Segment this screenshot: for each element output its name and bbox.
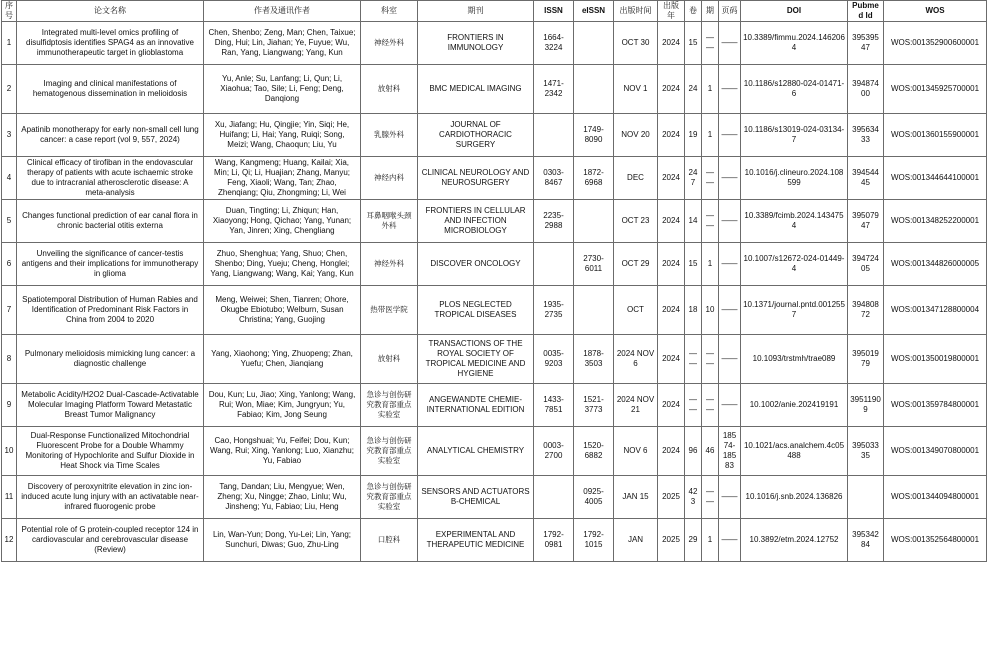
cell-pages: 18574-18583: [719, 427, 741, 476]
cell-wos: WOS:001349070800001: [884, 427, 987, 476]
cell-pub-year: 2024: [658, 243, 685, 286]
cell-issue: ——: [702, 384, 719, 427]
cell-pub-time: 2024 NOV 6: [614, 335, 658, 384]
cell-eissn: 1878-3503: [574, 335, 614, 384]
cell-volume: 18: [685, 286, 702, 335]
cell-journal: CLINICAL NEUROLOGY AND NEUROSURGERY: [418, 157, 534, 200]
cell-authors: Zhuo, Shenghua; Yang, Shuo; Chen, Shenbo; Ding, Yueju; Cheng, Honglei; Yang, Liangwang; Wang, Kai; Yang, Kun: [204, 243, 361, 286]
cell-wos: WOS:001345925700001: [884, 65, 987, 114]
cell-pubmed: 39472405: [848, 243, 884, 286]
cell-pubmed: 39487400: [848, 65, 884, 114]
table-row: [2, 114, 987, 157]
cell-eissn: [574, 286, 614, 335]
table-row: [2, 427, 987, 476]
cell-no: 6: [2, 243, 17, 286]
cell-wos: WOS:001350019800001: [884, 335, 987, 384]
table-row: [2, 243, 987, 286]
cell-title: Imaging and clinical manifestations of hematogenous dissemination in melioidosis: [17, 65, 204, 114]
cell-volume: 29: [685, 519, 702, 562]
col-header-pages: 页码: [719, 1, 741, 22]
cell-title: Apatinib monotherapy for early non-small cell lung cancer: a case report (vol 9, 557, 2024): [17, 114, 204, 157]
cell-journal: PLOS NEGLECTED TROPICAL DISEASES: [418, 286, 534, 335]
cell-dept: 神经外科: [361, 22, 418, 65]
cell-dept: 耳鼻咽喉头颈外科: [361, 200, 418, 243]
cell-eissn: 1792-1015: [574, 519, 614, 562]
cell-issue: 1: [702, 65, 719, 114]
cell-title: Dual-Response Functionalized Mitochondrial Fluorescent Probe for a Double Whammy Monitoring of Hypochlorite and Sulfur Dioxide in Heat Shock via Time Scales: [17, 427, 204, 476]
cell-eissn: 2730-6011: [574, 243, 614, 286]
col-header-pubmed: Pubmed Id: [848, 1, 884, 22]
cell-pub-year: 2024: [658, 65, 685, 114]
table-row: [2, 22, 987, 65]
cell-wos: WOS:001352900600001: [884, 22, 987, 65]
cell-authors: Xu, Jiafang; Hu, Qingjie; Yin, Siqi; He, Huifang; Li, Hai; Yang, Ruiqi; Song, Meizi; Wang, Chaoqun; Liu, Yu: [204, 114, 361, 157]
cell-journal: EXPERIMENTAL AND THERAPEUTIC MEDICINE: [418, 519, 534, 562]
cell-pub-year: 2024: [658, 200, 685, 243]
col-header-journal: 期刊: [418, 1, 534, 22]
cell-issn: [534, 476, 574, 519]
cell-eissn: [574, 200, 614, 243]
cell-doi: 10.1186/s12880-024-01471-6: [741, 65, 848, 114]
cell-wos: WOS:001344826000005: [884, 243, 987, 286]
table-row: [2, 476, 987, 519]
cell-authors: Tang, Dandan; Liu, Mengyue; Wen, Zheng; Xu, Ningge; Zhao, Linlu; Wu, Jinsheng; Yu, Fabiao; Liu, Heng: [204, 476, 361, 519]
cell-issue: 1: [702, 519, 719, 562]
cell-wos: WOS:001344094800001: [884, 476, 987, 519]
cell-pub-time: NOV 1: [614, 65, 658, 114]
cell-journal: SENSORS AND ACTUATORS B-CHEMICAL: [418, 476, 534, 519]
cell-title: Integrated multi-level omics profiling of disulfidptosis identifies SPAG4 as an innovative immunotherapeutic target in glioblastoma: [17, 22, 204, 65]
cell-no: 2: [2, 65, 17, 114]
cell-authors: Yang, Xiaohong; Ying, Zhuopeng; Zhan, Yuefu; Chen, Jianqiang: [204, 335, 361, 384]
cell-eissn: 1872-6968: [574, 157, 614, 200]
cell-issn: 1433-7851: [534, 384, 574, 427]
col-header-pub-year: 出版年: [658, 1, 685, 22]
col-header-wos: WOS: [884, 1, 987, 22]
cell-doi: 10.3389/fimmu.2024.1462064: [741, 22, 848, 65]
cell-pub-year: 2024: [658, 286, 685, 335]
cell-pubmed: 39539547: [848, 22, 884, 65]
cell-eissn: [574, 65, 614, 114]
cell-issue: ——: [702, 157, 719, 200]
cell-journal: TRANSACTIONS OF THE ROYAL SOCIETY OF TROPICAL MEDICINE AND HYGIENE: [418, 335, 534, 384]
cell-issue: ——: [702, 200, 719, 243]
cell-title: Spatiotemporal Distribution of Human Rabies and Identification of Predominant Risk Factors in China from 2004 to 2020: [17, 286, 204, 335]
cell-issue: ——: [702, 335, 719, 384]
cell-no: 12: [2, 519, 17, 562]
col-header-pub-time: 出版时间: [614, 1, 658, 22]
cell-pubmed: 39511909: [848, 384, 884, 427]
cell-title: Unveiling the significance of cancer-testis antigens and their implications for immunotherapy in glioma: [17, 243, 204, 286]
cell-no: 3: [2, 114, 17, 157]
cell-title: Metabolic Acidity/H2O2 Dual-Cascade-Activatable Molecular Imaging Platform Toward Metastatic Breast Tumor Malignancy: [17, 384, 204, 427]
cell-issue: ——: [702, 476, 719, 519]
cell-pub-time: OCT: [614, 286, 658, 335]
cell-dept: 口腔科: [361, 519, 418, 562]
table-row: [2, 286, 987, 335]
cell-doi: 10.1007/s12672-024-01449-4: [741, 243, 848, 286]
col-header-volume: 卷: [685, 1, 702, 22]
col-header-authors: 作者及通讯作者: [204, 1, 361, 22]
cell-pub-time: NOV 20: [614, 114, 658, 157]
cell-issue: ——: [702, 22, 719, 65]
cell-no: 5: [2, 200, 17, 243]
cell-pub-year: 2025: [658, 476, 685, 519]
cell-pub-year: 2024: [658, 22, 685, 65]
cell-issn: 0303-8467: [534, 157, 574, 200]
cell-journal: FRONTIERS IN CELLULAR AND INFECTION MICROBIOLOGY: [418, 200, 534, 243]
cell-pages: ——: [719, 384, 741, 427]
cell-authors: Wang, Kangmeng; Huang, Kailai; Xia, Min; Li, Qi; Li, Huajian; Zhang, Manyu; Feng, Xiaoli; Wang, Tan; Zhao, Zhenqiang; Qiu, Zhongming; Li, Wei: [204, 157, 361, 200]
cell-pub-year: 2024: [658, 157, 685, 200]
cell-no: 4: [2, 157, 17, 200]
cell-doi: 10.1186/s13019-024-03134-7: [741, 114, 848, 157]
cell-wos: WOS:001347128800004: [884, 286, 987, 335]
col-header-title: 论文名称: [17, 1, 204, 22]
cell-dept: 热带医学院: [361, 286, 418, 335]
publications-table: [1, 0, 987, 562]
cell-no: 11: [2, 476, 17, 519]
cell-no: 10: [2, 427, 17, 476]
cell-pub-time: 2024 NOV 21: [614, 384, 658, 427]
cell-issue: 10: [702, 286, 719, 335]
cell-eissn: 1521-3773: [574, 384, 614, 427]
cell-volume: 24: [685, 65, 702, 114]
cell-eissn: 1520-6882: [574, 427, 614, 476]
cell-pub-time: JAN 15: [614, 476, 658, 519]
col-header-no: 序号: [2, 1, 17, 22]
cell-no: 8: [2, 335, 17, 384]
cell-doi: 10.1016/j.clineuro.2024.108599: [741, 157, 848, 200]
cell-issn: [534, 114, 574, 157]
cell-authors: Duan, Tingting; Li, Zhiqun; Han, Xiaoyong; Hong, Qichao; Yang, Yunan; Yan, Jinren; Xing, Chengliang: [204, 200, 361, 243]
cell-pub-year: 2024: [658, 384, 685, 427]
cell-pub-year: 2024: [658, 114, 685, 157]
cell-volume: 15: [685, 22, 702, 65]
cell-journal: FRONTIERS IN IMMUNOLOGY: [418, 22, 534, 65]
cell-wos: WOS:001348252200001: [884, 200, 987, 243]
header-row: [2, 1, 987, 22]
cell-pages: ——: [719, 243, 741, 286]
table-row: [2, 200, 987, 243]
cell-doi: 10.1002/anie.202419191: [741, 384, 848, 427]
cell-pages: ——: [719, 335, 741, 384]
cell-pub-time: DEC: [614, 157, 658, 200]
cell-pub-year: 2024: [658, 335, 685, 384]
cell-journal: BMC MEDICAL IMAGING: [418, 65, 534, 114]
cell-authors: Meng, Weiwei; Shen, Tianren; Ohore, Okugbe Ebiotubo; Welburn, Susan Christina; Yang, Guojing: [204, 286, 361, 335]
cell-journal: DISCOVER ONCOLOGY: [418, 243, 534, 286]
cell-pub-time: JAN: [614, 519, 658, 562]
cell-volume: 14: [685, 200, 702, 243]
col-header-dept: 科室: [361, 1, 418, 22]
cell-doi: 10.3389/fcimb.2024.1434754: [741, 200, 848, 243]
cell-pub-year: 2025: [658, 519, 685, 562]
cell-title: Clinical efficacy of tirofiban in the endovascular therapy of patients with acute ischaemic stroke due to intracranial atherosclerotic disease: A meta-analysis: [17, 157, 204, 200]
cell-title: Pulmonary melioidosis mimicking lung cancer: a diagnostic challenge: [17, 335, 204, 384]
cell-authors: Chen, Shenbo; Zeng, Man; Chen, Taixue; Ding, Hui; Lin, Jiahan; Ye, Fuyue; Wu, Ran, Yang, Liangwang; Yang, Kun: [204, 22, 361, 65]
cell-wos: WOS:001352564800001: [884, 519, 987, 562]
col-header-eissn: eISSN: [574, 1, 614, 22]
col-header-doi: DOI: [741, 1, 848, 22]
table-row: [2, 157, 987, 200]
cell-volume: 15: [685, 243, 702, 286]
table-row: [2, 65, 987, 114]
cell-pubmed: 39501979: [848, 335, 884, 384]
cell-volume: ——: [685, 335, 702, 384]
cell-pub-time: OCT 30: [614, 22, 658, 65]
cell-doi: 10.1016/j.snb.2024.136826: [741, 476, 848, 519]
cell-issn: 0035-9203: [534, 335, 574, 384]
col-header-issn: ISSN: [534, 1, 574, 22]
cell-wos: WOS:001360155900001: [884, 114, 987, 157]
cell-pages: ——: [719, 286, 741, 335]
cell-wos: WOS:001344644100001: [884, 157, 987, 200]
cell-dept: 急诊与创伤研究教育部重点实验室: [361, 476, 418, 519]
cell-eissn: [574, 22, 614, 65]
cell-authors: Cao, Hongshuai; Yu, Feifei; Dou, Kun; Wang, Rui; Xing, Yanlong; Luo, Xianzhu; Yu, Fabiao: [204, 427, 361, 476]
cell-dept: 放射科: [361, 335, 418, 384]
cell-pubmed: 39503335: [848, 427, 884, 476]
cell-no: 1: [2, 22, 17, 65]
cell-title: Discovery of peroxynitrite elevation in zinc ion-induced acute lung injury with an activatable near-infrared fluorogenic probe: [17, 476, 204, 519]
cell-pub-time: NOV 6: [614, 427, 658, 476]
cell-issue: 46: [702, 427, 719, 476]
cell-journal: JOURNAL OF CARDIOTHORACIC SURGERY: [418, 114, 534, 157]
cell-pages: ——: [719, 519, 741, 562]
cell-dept: 急诊与创伤研究教育部重点实验室: [361, 384, 418, 427]
cell-doi: 10.3892/etm.2024.12752: [741, 519, 848, 562]
cell-doi: 10.1371/journal.pntd.0012557: [741, 286, 848, 335]
cell-authors: Dou, Kun; Lu, Jiao; Xing, Yanlong; Wang, Rui; Won, Miae; Kim, Jungryun; Yu, Fabiao; Kim, Jong Seung: [204, 384, 361, 427]
table-row: [2, 335, 987, 384]
cell-dept: 急诊与创伤研究教育部重点实验室: [361, 427, 418, 476]
cell-doi: 10.1021/acs.analchem.4c05488: [741, 427, 848, 476]
cell-dept: 放射科: [361, 65, 418, 114]
cell-pubmed: 39454445: [848, 157, 884, 200]
cell-pub-year: 2024: [658, 427, 685, 476]
cell-dept: 神经外科: [361, 243, 418, 286]
cell-dept: 乳腺外科: [361, 114, 418, 157]
cell-wos: WOS:001359784800001: [884, 384, 987, 427]
cell-pages: ——: [719, 200, 741, 243]
cell-pages: ——: [719, 476, 741, 519]
cell-issn: 0003-2700: [534, 427, 574, 476]
cell-pubmed: 39480872: [848, 286, 884, 335]
cell-volume: 423: [685, 476, 702, 519]
cell-journal: ANALYTICAL CHEMISTRY: [418, 427, 534, 476]
cell-dept: 神经内科: [361, 157, 418, 200]
cell-journal: ANGEWANDTE CHEMIE-INTERNATIONAL EDITION: [418, 384, 534, 427]
table-row: [2, 384, 987, 427]
cell-issn: 1471-2342: [534, 65, 574, 114]
cell-eissn: 0925-4005: [574, 476, 614, 519]
cell-issue: 1: [702, 243, 719, 286]
cell-pubmed: 39563433: [848, 114, 884, 157]
table-row: [2, 519, 987, 562]
cell-issn: 1792-0981: [534, 519, 574, 562]
cell-volume: 96: [685, 427, 702, 476]
cell-no: 9: [2, 384, 17, 427]
cell-volume: 247: [685, 157, 702, 200]
cell-issn: 1664-3224: [534, 22, 574, 65]
cell-issn: 1935-2735: [534, 286, 574, 335]
cell-issue: 1: [702, 114, 719, 157]
cell-pubmed: 39534284: [848, 519, 884, 562]
cell-volume: ——: [685, 384, 702, 427]
cell-pages: ——: [719, 65, 741, 114]
col-header-issue: 期: [702, 1, 719, 22]
cell-pub-time: OCT 29: [614, 243, 658, 286]
cell-pubmed: [848, 476, 884, 519]
cell-pages: ——: [719, 157, 741, 200]
cell-volume: 19: [685, 114, 702, 157]
cell-issn: 2235-2988: [534, 200, 574, 243]
cell-doi: 10.1093/trstmh/trae089: [741, 335, 848, 384]
cell-authors: Yu, Anle; Su, Lanfang; Li, Qun; Li, Xiaohua; Tao, Sile; Li, Feng; Deng, Danqiong: [204, 65, 361, 114]
cell-title: Potential role of G protein-coupled receptor 124 in cardiovascular and cerebrovascular disease (Review): [17, 519, 204, 562]
cell-pub-time: OCT 23: [614, 200, 658, 243]
cell-no: 7: [2, 286, 17, 335]
cell-pages: ——: [719, 114, 741, 157]
cell-pages: ——: [719, 22, 741, 65]
cell-eissn: 1749-8090: [574, 114, 614, 157]
cell-issn: [534, 243, 574, 286]
cell-pubmed: 39507947: [848, 200, 884, 243]
cell-title: Changes functional prediction of ear canal flora in chronic bacterial otitis externa: [17, 200, 204, 243]
cell-authors: Lin, Wan-Yun; Dong, Yu-Lei; Lin, Yang; Sunchuri, Diwas; Guo, Zhu-Ling: [204, 519, 361, 562]
